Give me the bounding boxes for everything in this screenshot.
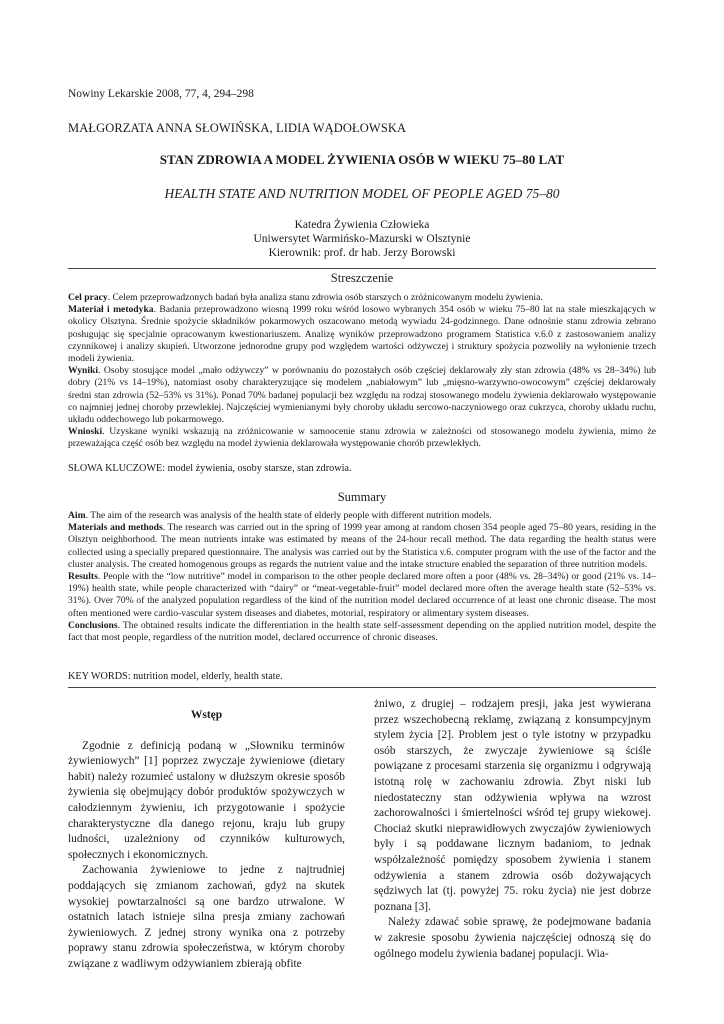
affiliation-line: Kierownik: prof. dr hab. Jerzy Borowski xyxy=(268,247,456,259)
streszczenie-body xyxy=(68,292,656,451)
abstract-paragraph xyxy=(68,365,656,426)
abstract-text: . Osoby stosujące model „mało odżywczy” w porównaniu do pozostałych osób częściej deklarowały zły stan zdrowia (48% vs 28–34%) lub dobry (21% vs 14–19%), natomiast osoby charakteryzujące się modelem „nabiałowym” lub „mięsno-warzywno-owocowym” częściej deklarowały średni stan zdrowia (52–53% vs 31%). Ponad 70% badanej populacji bez względu na rodzaj stosowanego modelu żywienia deklarowało występowanie co najmniej jednej choroby przewlekłej. Najczęściej wymienianymi były choroby układu sercowo-naczyniowego oraz cukrzyca, choroby układu ruchu, układu oddechowego lub pokarmowego. xyxy=(68,365,656,426)
abstract-text: . People with the “low nutritive” model in comparison to the other people declared more often a poor (48% vs. 28–34%) or good (21% vs. 14–19%) health state, while people characterized with “dairy” or “meat-vegetable-fruit” model declared more often the average health state (52–53% vs. 31%). Over 70% of the analyzed population regardless of the kind of the nutrition model declared occurrence of at least one chronic disease. The most often mentioned were cardio-vascular system diseases and diabetes, motorial, respiratory or alimentary system diseases. xyxy=(68,571,656,619)
abstract-label: Materiał i metodyka xyxy=(68,304,154,316)
abstract-text: . The aim of the research was analysis of the health state of elderly people with different nutrition models. xyxy=(85,510,492,521)
polish-keywords: SŁOWA KLUCZOWE: model żywienia, osoby starsze, stan zdrowia. xyxy=(68,463,352,474)
bottom-rule xyxy=(68,687,656,688)
abstract-paragraph xyxy=(68,426,656,450)
summary-body xyxy=(68,510,656,644)
affiliation-line: Uniwersytet Warmińsko-Mazurski w Olsztynie xyxy=(253,233,471,245)
streszczenie-heading: Streszczenie xyxy=(330,271,394,285)
abstract-label: Materials and methods xyxy=(68,522,163,534)
abstract-text: . The research was carried out in the spring of 1999 year among at random chosen 354 people aged 75–80 years, residing in the Olsztyn neighborhood. The mean nutrients intake was estimated by means of the 24-hour recall method. The data regarding the health status were collected using a specially prepared questionnaire. The analysis was carried out by the Statistica v.6. computer program with the use of the factor and the cluster analysis. The created homogenous groups as regards the nutrient value and the intake structure enabled the separation of three nutrition models. xyxy=(68,522,656,570)
title-polish: STAN ZDROWIA A MODEL ŻYWIENIA OSÓB W WIEKU 75–80 LAT xyxy=(159,152,565,167)
abstract-label: Wnioski xyxy=(68,426,103,438)
abstract-paragraph xyxy=(68,304,656,365)
body-paragraph: Zgodnie z definicją podaną w „Słowniku terminów żywieniowych” [1] poprzez zwyczaje żywieniowe (dietary habit) należy rozumieć ustalony w dłuższym okresie sposób żywienia się obejmujący dobór produktów spożywczych w całodziennym żywieniu, ich przygotowanie i spożycie charakterystyczne dla danego rejonu, kraju lub grupy ludności, uzależniony od czynników kulturowych, społecznych i ekonomicznych. xyxy=(68,739,345,861)
abstract-label: Conclusions xyxy=(68,619,118,631)
affiliation-line: Katedra Żywienia Człowieka xyxy=(294,219,430,231)
right-column xyxy=(374,697,651,962)
abstract-label: Results xyxy=(68,571,98,583)
body-paragraph: Należy zdawać sobie sprawę, że podejmowane badania w zakresie sposobu żywienia najczęściej odnoszą się do ogólnego modelu żywienia badanej populacji. Wia- xyxy=(374,916,651,960)
affiliation xyxy=(0,218,724,260)
summary-heading: Summary xyxy=(337,490,387,504)
abstract-text: . Celem przeprowadzonych badań była analiza stanu zdrowia osób starszych o zróżnicowanym modelu żywienia. xyxy=(107,292,543,303)
section-heading: Wstęp xyxy=(190,709,223,721)
abstract-paragraph xyxy=(68,292,656,304)
authors: MAŁGORZATA ANNA SŁOWIŃSKA, LIDIA WĄDOŁOWSKA xyxy=(68,121,407,135)
title-english: HEALTH STATE AND NUTRITION MODEL OF PEOPLE AGED 75–80 xyxy=(164,186,560,201)
english-keywords: KEY WORDS: nutrition model, elderly, health state. xyxy=(68,671,283,682)
left-column xyxy=(68,708,345,973)
abstract-label: Cel pracy xyxy=(68,292,108,303)
abstract-text: . Uzyskane wyniki wskazują na zróżnicowanie w samoocenie stanu zdrowia w zależności od stosowanego modelu żywienia, mimo że przeważająca część osób bez względu na model żywienia deklarowała występowanie chorób przewlekłych. xyxy=(68,426,656,450)
abstract-paragraph xyxy=(68,510,656,522)
abstract-paragraph xyxy=(68,620,656,644)
body-paragraph: żniwo, z drugiej – rodzajem presji, jaka jest wywierana przez wszechobecną reklamę, związaną z konsumpcyjnym stylem życia [2]. Problem jest o tyle istotny w przypadku osób starszych, że zwyczaje żywieniowe są ściśle powiązane z procesami starzenia się organizmu i odgrywają istotną rolę w zachowaniu zdrowia. Zbyt niski lub niedostateczny stan odżywienia wpływa na wzrost zachorowalności i śmiertelności wśród tej grupy wiekowej. Chociaż skutki nieprawidłowych zwyczajów żywieniowych były i są poddawane licznym badaniom, to jednak współzależność pomiędzy sposobem żywienia i stanem odżywienia a stanem zdrowia osób dożywających sędziwych lat (tj. powyżej 75. roku życia) nie jest dobrze poznana [3]. xyxy=(374,698,651,913)
abstract-paragraph xyxy=(68,522,656,571)
body-paragraph: Zachowania żywieniowe to jedne z najtrudniej poddających się zmianom zachowań, gdyż na skutek wysokiej powtarzalności są one bardzo utrwalone. W ostatnich latach istnieje silna presja zmiany zachowań żywieniowych. Z jednej strony wynika ona z potrzeby poprawy stanu zdrowia społeczeństwa, w którym choroby związane z wadliwym odżywianiem zbierają obfite xyxy=(68,864,345,970)
journal-citation: Nowiny Lekarskie 2008, 77, 4, 294–298 xyxy=(68,88,254,100)
top-rule xyxy=(68,268,656,269)
abstract-paragraph xyxy=(68,571,656,620)
abstract-text: . The obtained results indicate the differentiation in the health state self-assessment depending on the applied nutrition model, despite the fact that most people, regardless of the nutrition model, declared occurrence of chronic diseases. xyxy=(68,619,656,644)
abstract-label: Aim xyxy=(68,510,86,521)
abstract-text: . Badania przeprowadzono wiosną 1999 roku wśród losowo wybranych 354 osób w wieku 75–80 lat na stałe mieszkających w okolicy Olsztyna. Średnie spożycie składników pokarmowych oszacowano metodą wywiadu 24-godzinnego. Dane odnośnie stanu zdrowia zebrano posługując się specjalnie opracowanym kwestionariuszem. Analizę wyników przeprowadzono programem Statistica v.6.0 z zastosowaniem analizy czynnikowej i analizy skupień. Utworzone jednorodne grupy pod względem wartości odżywczej i struktury spożycia pozwoliły na wyłonienie trzech modeli żywienia. xyxy=(68,304,656,365)
abstract-label: Wyniki xyxy=(68,365,99,377)
